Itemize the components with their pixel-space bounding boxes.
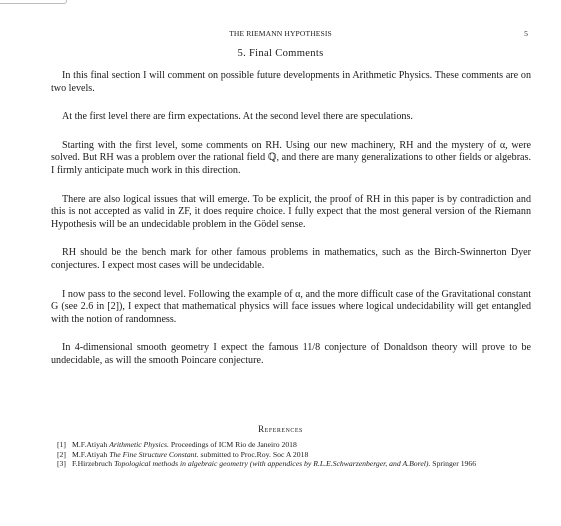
reference-author: M.F.Atiyah [72,440,108,449]
reference-author: F.Hirzebruch [72,459,113,469]
reference-author: M.F.Atiyah [72,449,108,459]
paragraph: I now pass to the second level. Following the example of α, and the more difficult case of the Gravitational constant G (see 2.6 in [2]), I expect that mathematical physics will face issues where logical undecidability will get entangled with the notion of randomness. [51,288,531,325]
reference-title: The Fine Structure Constant. [109,449,199,459]
reference-title: Arithmetic Physics. [109,440,169,449]
paragraph: In 4-dimensional smooth geometry I expect the famous 11/8 conjecture of Donaldson theory will prove to be undecidable, as will the smooth Poincare conjecture. [51,342,531,366]
paragraph: There are also logical issues that will emerge. To be explicit, the proof of RH in this paper is by contradiction and this is not accepted as valid in ZF, it does require choice. I fully expect that the most general version of the Riemann Hypothesis will be an undecidable problem in the Gödel sense. [51,193,531,230]
reference-number: [1] [57,440,66,449]
running-head-title: THE RIEMANN HYPOTHESIS [229,29,332,38]
paragraph: In this final section I will comment on possible future developments in Arithmetic Physics. These comments are on two levels. [51,70,531,94]
reference-number: [2] [57,449,66,459]
reference-item [57,450,531,460]
paragraph: At the first level there are firm expectations. At the second level there are speculations. [62,111,413,123]
page-number: 5 [524,29,528,38]
references-heading-text: References [258,424,303,434]
reference-details: Proceedings of ICM Rio de Janeiro 2018 [170,440,297,449]
window-frame-edge [0,0,67,4]
references-heading [0,424,561,434]
section-title: 5. Final Comments [237,48,324,59]
reference-details: submitted to Proc.Roy. Soc A 2018 [200,449,309,459]
reference-title: Topological methods in algebraic geometry (with appendices by R.L.E.Schwarzenberger, and A.Borel). [114,459,431,469]
body-text [51,70,531,368]
reference-item [57,459,531,469]
running-head [0,29,561,41]
reference-item [57,440,531,450]
paragraph: RH should be the bench mark for other famous problems in mathematics, such as the Birch-Swinnerton Dyer conjectures. I expect most cases will be undecidable. [51,247,531,271]
reference-number: [3] [57,459,66,469]
paragraph: Starting with the first level, some comments on RH. Using our new machinery, RH and the mystery of α, were solved. But RH was a problem over the rational field ℚ, and there are many generalizations to other fields or algebras. I firmly anticipate much work in this direction. [51,139,531,176]
references-list [57,440,531,469]
reference-details: Springer 1966 [432,459,477,469]
